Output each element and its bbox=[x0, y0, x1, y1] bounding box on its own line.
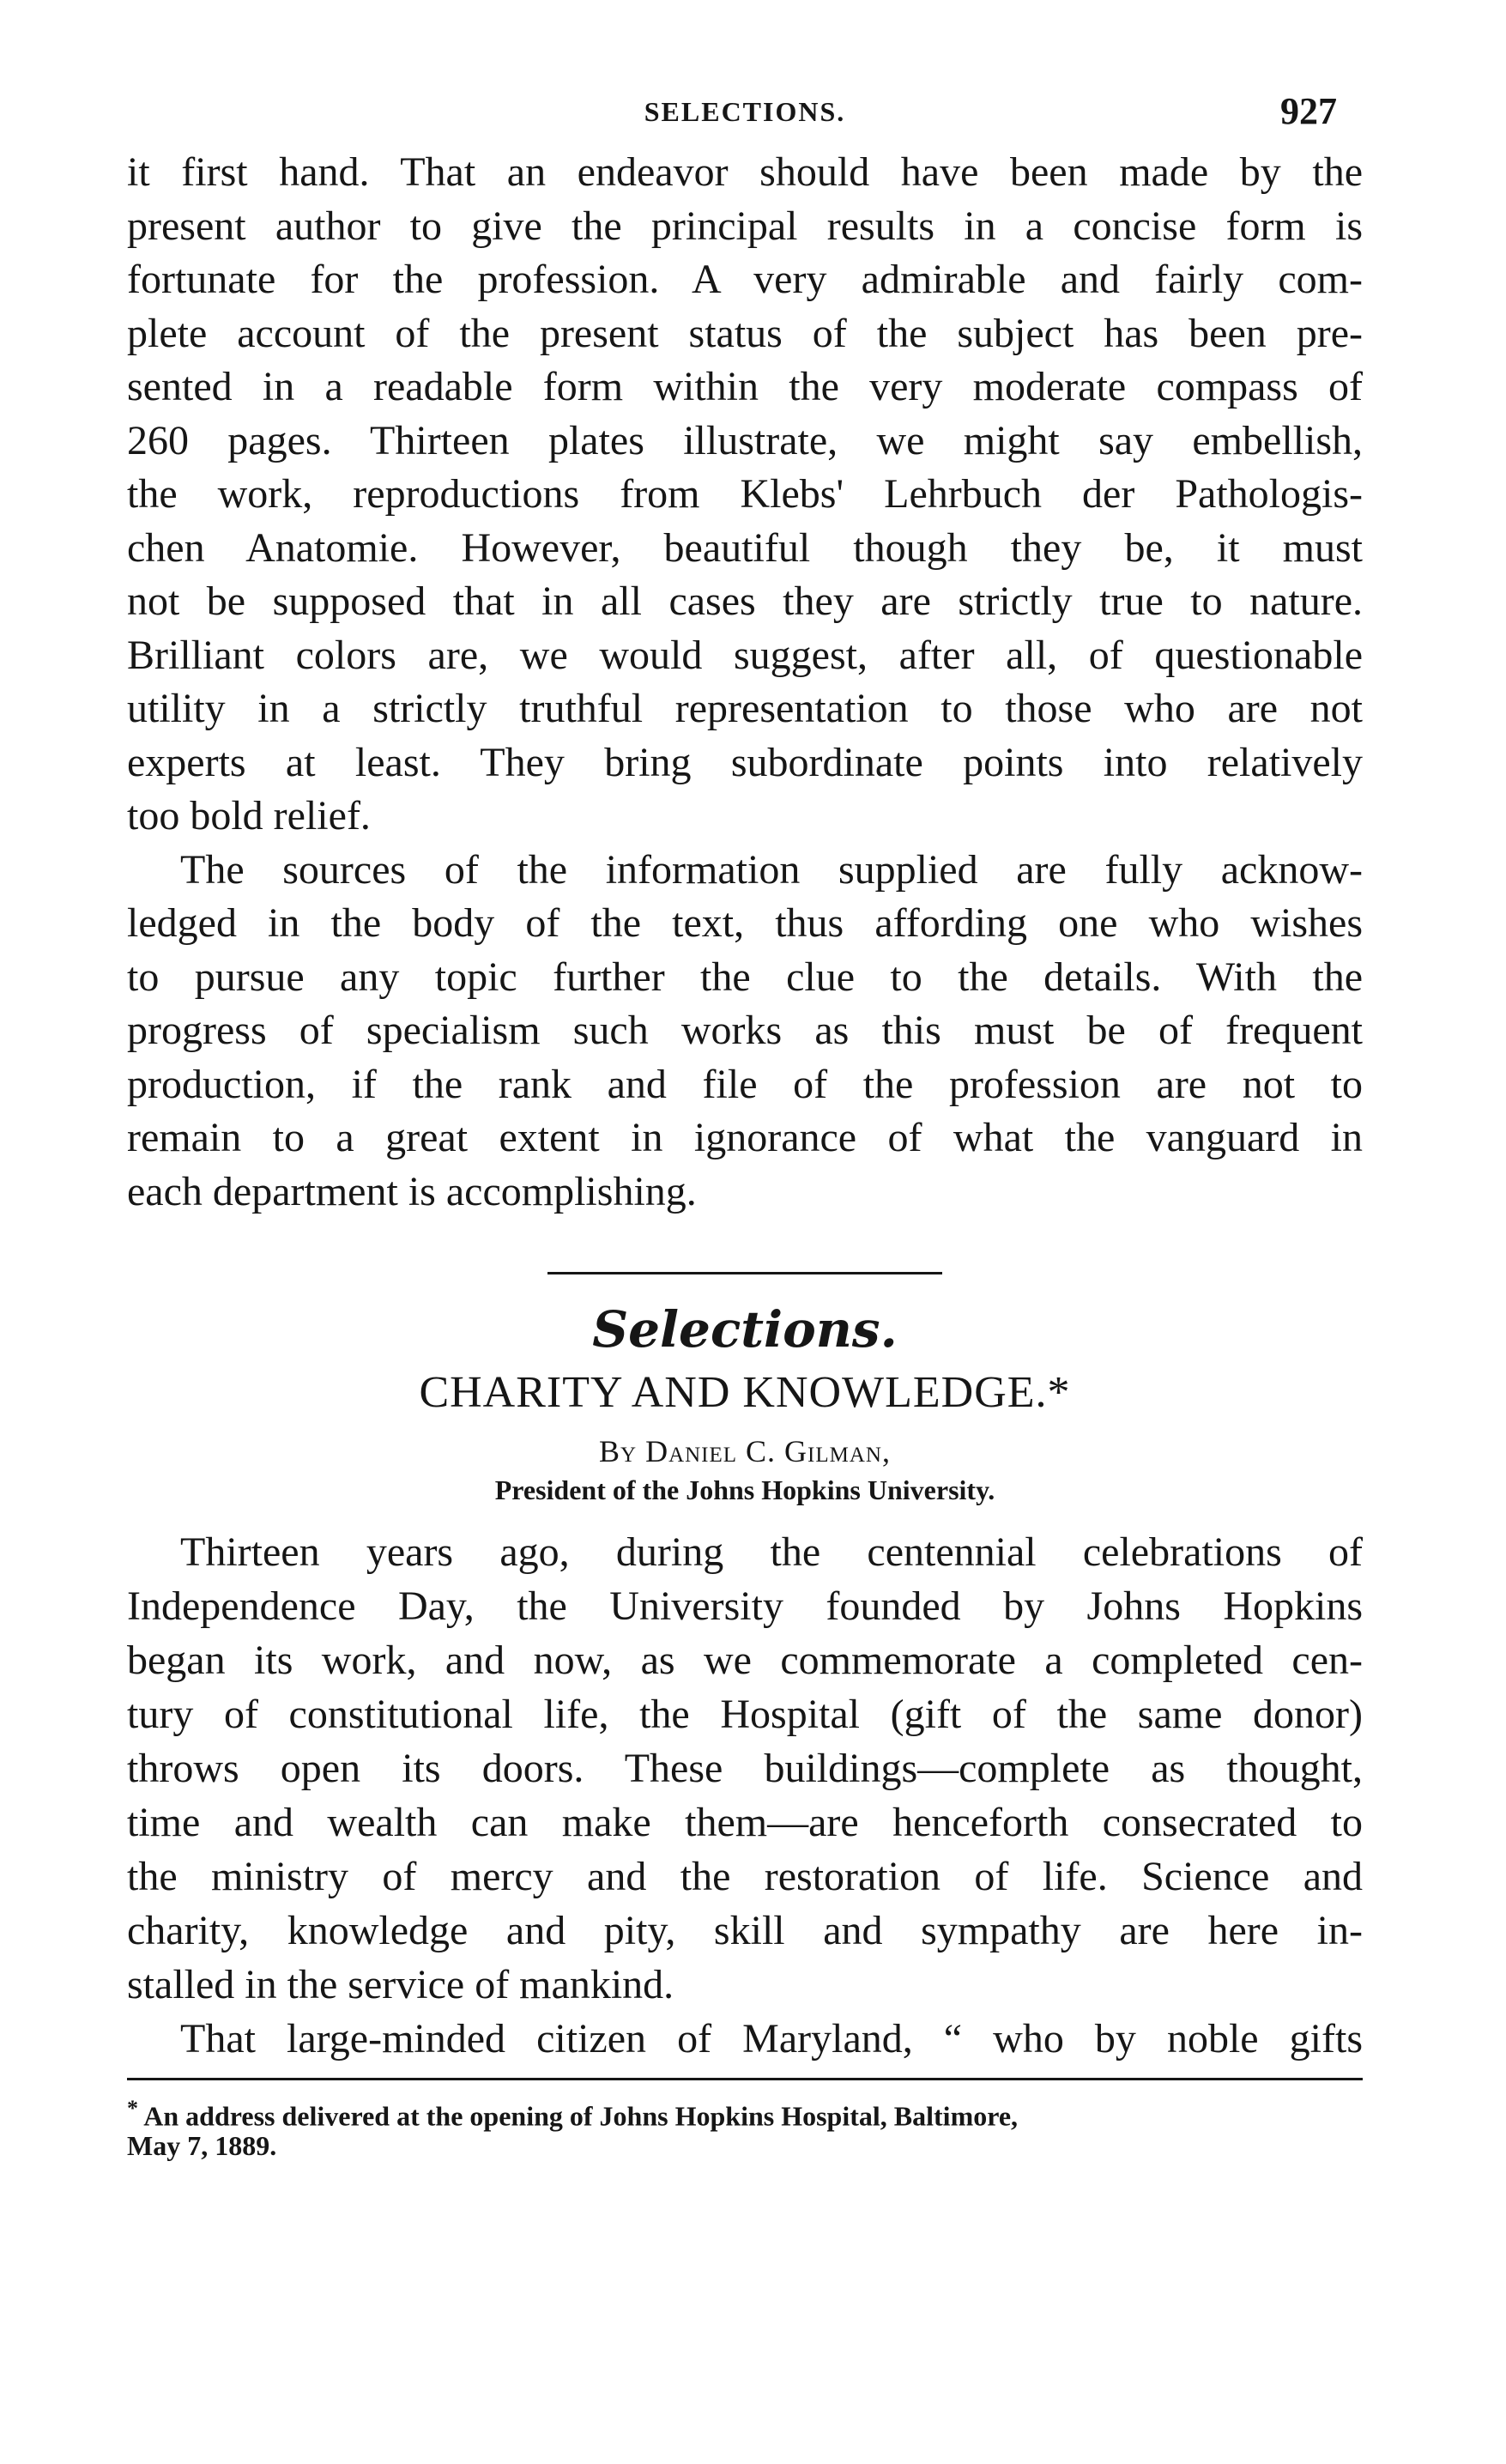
page-number: 927 bbox=[1280, 90, 1337, 132]
text-line: Independence Day, the University founded by Johns Hopkins bbox=[127, 1583, 1363, 1629]
text-line: experts at least. They bring subordinate points into relatively bbox=[127, 739, 1363, 785]
text-line: to pursue any topic further the clue to the details. With the bbox=[127, 954, 1363, 1000]
footnote-line-1: An address delivered at the opening of Johns Hopkins Hospital, Baltimore, bbox=[143, 2100, 1019, 2132]
text-line: Brilliant colors are, we would suggest, after all, of questionable bbox=[127, 632, 1363, 678]
section-divider bbox=[547, 1272, 942, 1274]
footnote-rule bbox=[127, 2078, 1363, 2080]
review-paragraph-2 bbox=[127, 844, 1363, 1220]
running-title: SELECTIONS. bbox=[644, 96, 846, 127]
text-line: stalled in the service of mankind. bbox=[127, 1962, 674, 2007]
footnote-mark: * bbox=[127, 2096, 138, 2121]
text-line: throws open its doors. These buildings—complete as thought, bbox=[127, 1746, 1363, 1791]
text-line: not be supposed that in all cases they are strictly true to nature. bbox=[127, 578, 1363, 624]
text-line: too bold relief. bbox=[127, 793, 371, 838]
text-line: production, if the rank and file of the profession are not to bbox=[127, 1061, 1363, 1107]
text-line: 260 pages. Thirteen plates illustrate, we might say embellish, bbox=[127, 417, 1363, 463]
text-line: The sources of the information supplied are fully acknow- bbox=[180, 846, 1363, 893]
text-line: remain to a great extent in ignorance of what the vanguard in bbox=[127, 1115, 1363, 1160]
text-line: charity, knowledge and pity, skill and sympathy are here in- bbox=[127, 1908, 1363, 1953]
article-title: CHARITY AND KNOWLEDGE.* bbox=[419, 1368, 1071, 1417]
text-line: each department is accomplishing. bbox=[127, 1168, 697, 1214]
review-paragraph-1 bbox=[127, 146, 1363, 844]
article-paragraph-1 bbox=[127, 1525, 1363, 2012]
byline: By Daniel C. Gilman, bbox=[599, 1434, 891, 1468]
text-line: it first hand. That an endeavor should have been made by the bbox=[127, 149, 1363, 195]
article-paragraph-2 bbox=[127, 2012, 1363, 2066]
text-line: time and wealth can make them—are henceforth consecrated to bbox=[127, 1800, 1363, 1845]
text-line: That large-minded citizen of Maryland, “ who by noble gifts bbox=[180, 2016, 1363, 2061]
text-line: sented in a readable form within the very moderate compass of bbox=[127, 364, 1363, 409]
running-head bbox=[127, 86, 1363, 146]
text-line: chen Anatomie. However, beautiful though they be, it must bbox=[127, 524, 1363, 571]
text-line: the work, reproductions from Klebs' Lehrbuch der Pathologis- bbox=[127, 471, 1363, 517]
page bbox=[127, 86, 1363, 2160]
text-line: Thirteen years ago, during the centennial celebrations of bbox=[180, 1529, 1363, 1575]
text-line: present author to give the principal results in a concise form is bbox=[127, 203, 1363, 249]
footnote-line-2: May 7, 1889. bbox=[127, 2129, 277, 2161]
text-line: plete account of the present status of the subject has been pre- bbox=[127, 310, 1363, 356]
text-line: tury of constitutional life, the Hospital (gift of the same donor) bbox=[127, 1692, 1363, 1737]
text-line: the ministry of mercy and the restoration of life. Science and bbox=[127, 1854, 1363, 1899]
section-heading: Selections. bbox=[592, 1300, 898, 1359]
author-affiliation: President of the Johns Hopkins University. bbox=[494, 1474, 995, 1505]
text-line: utility in a strictly truthful representation to those who are not bbox=[127, 686, 1363, 731]
text-line: progress of specialism such works as this must be of frequent bbox=[127, 1008, 1363, 1053]
text-line: ledged in the body of the text, thus affording one who wishes bbox=[127, 900, 1363, 946]
footnote bbox=[127, 2094, 1363, 2160]
text-line: began its work, and now, as we commemorate a completed cen- bbox=[127, 1638, 1363, 1683]
text-line: fortunate for the profession. A very admirable and fairly com- bbox=[127, 257, 1363, 302]
